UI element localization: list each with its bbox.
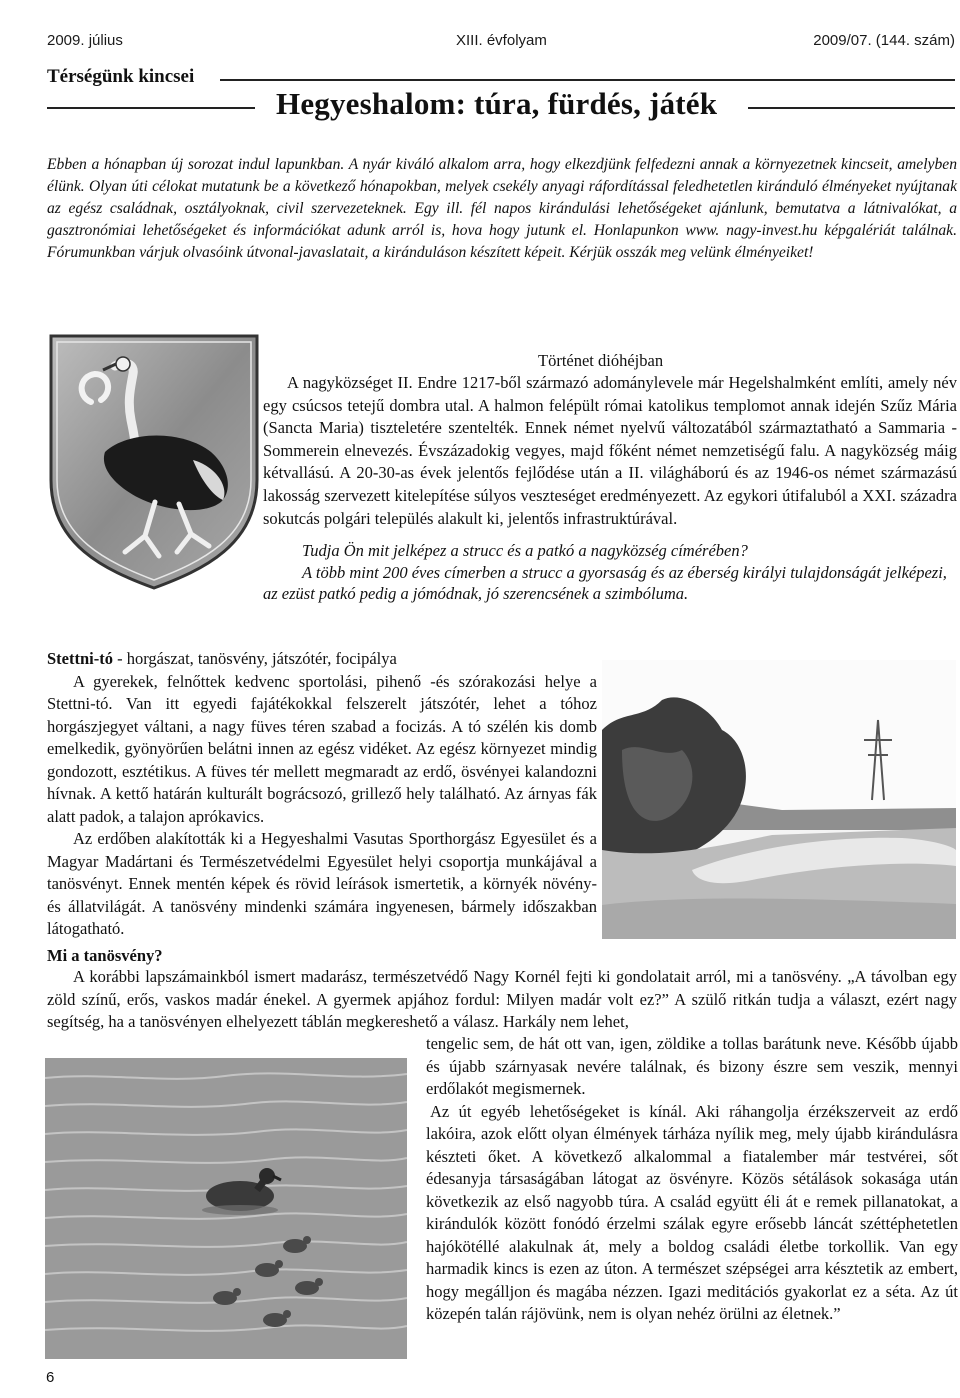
history-heading: Történet dióhéjban — [538, 351, 664, 370]
crest-question-answer — [263, 540, 957, 605]
tanosveny-right-paragraph-2: Az út egyéb lehetőségeket is kínál. Aki ráhangolja érzékszerveit az erdő lakóira, azok előtt olyan élmények tárháza nyílik meg, mely újabb kirándulásra készteti őket. A következő alkalommal a fiatalember már testvérei, sőt édesanyja társaságában látogat az ösvényre. Közös sétálások sokasága után következik az első nagyobb túra. A család együtt éli át e remek pillanatokat, a kirándulók között fonódó érzelmi szálak egyre erősebb láncát széttéphetetlen hajókötéllé alakulnak át, mely a boldog családi életbe torkollik. Van egy harmadik kincs is ezen az úton. A természet szépségei arra késztetik az embert, hogy megálljon és magába nézzen. Igazi meditációs gyakorlat ez a séta. Az út közepén talán rájövünk, nem is olyan nehéz örülni az életnek.” — [426, 1101, 958, 1323]
section-title: Térségünk kincsei — [47, 66, 195, 87]
stettni-title: Stettni-tó — [47, 649, 113, 668]
stettni-paragraph-2: Az erdőben alakították ki a Hegyeshalmi Vasutas Sporthorgász Egyesület és a Magyar Madártani és Természetvédelmi Egyesület helyi csoportja munkájával a tanösvényt. Ennek mentén képek és rövid leírások ismertetik, a környék növény- és állatvilágát. A tanösvény mindenki számára ingyenesen, bármely időszakban látogatható. — [47, 829, 597, 938]
ducks-photo — [45, 1058, 407, 1359]
crest-answer: A több mint 200 éves címerben a strucc a gyorsaság és az éberség királyi tulajdonságát jelképezi, az ezüst patkó pedig a jómódnak, jó szerencsének a szimbóluma. — [263, 562, 947, 604]
history-paragraph — [263, 372, 957, 530]
issue-number: 2009/07. (144. szám) — [813, 32, 955, 49]
crest-question: Tudja Ön mit jelképez a strucc és a patkó a nagyközség címérében? — [302, 541, 748, 560]
tanosveny-paragraph: A korábbi lapszámainkból ismert madarász, természetvédő Nagy Kornél fejti ki gondolatait arról, mi a tanösvény. „A távolban egy zöld színű, erős, vaskos madár énekel. A gyermek apjához fordul: Milyen madár volt ez?” A szülő ritkán tudja a választ, ezért nagy segítség, ha a tanösvényen elhelyezett táblán megkereshető a válasz. Harkály nem lehet, — [47, 967, 957, 1031]
tanosveny-right-paragraph-1: tengelic sem, de hát ott van, igen, zöldike a tollas barátunk neve. Később újabb és újabb szárnyasak nevére találnak, és bizony észre sem veszik, mennyi erdőlakót megismernek. — [426, 1034, 958, 1098]
lake-photo — [602, 660, 956, 939]
stettni-paragraph-1: A gyerekek, felnőttek kedvenc sportolási, pihenő -és szórakozási helye a Stettni-tó. Van itt egyedi fajátékokkal felszerelt játszótér, lehet a tóhoz horgászjegyet váltani, a nagy füves téren szabad a focizás. A tó szélén kis domb emelkedik, gyönyörűen belátni innen az egész vidéket. Az egész környezet mindig gondozott, esztétikus. A füves tér mellett megmaradt az erdő, ösvényei kalandozni hívnak. A kettő határán kulturált bográcsozó, grillező hely található. Az árnyas fák alatt padok, a talajon aprókavics. — [47, 671, 597, 826]
stettni-subtitle: - horgászat, tanösvény, játszótér, focipálya — [112, 649, 397, 668]
title-rule-right — [748, 107, 955, 109]
intro-paragraph: Ebben a hónapban új sorozat indul lapunkban. A nyár kiváló alkalom arra, hogy elkezdjünk felfedezni annak a környezetnek kincseit, amelyben élünk. Olyan úti célokat mutatunk be a következő hónapokban, melyek csekély anyagi ráfordítással feledhetetlen kiránduló élményeket nyújtanak az egész családnak, osztályoknak, civil szervezeteknek. Egy ill. fél napos kirándulási lehetőségeket ajánlunk, bemutatva a látnivalókat, a gasztronómiai lehetőségeket és információkat adunk arról is, hova hogy jutunk el. Honlapunkon www. nagy-invest.hu képgalériát találnak. Fórumunkban várjuk olvasóink útvonal-javaslatait, a kiránduláson készített képeit. Kérjük osszák meg velünk élményeiket! — [47, 156, 957, 261]
coat-of-arms-image — [43, 330, 265, 592]
tanosveny-heading: Mi a tanösvény? — [47, 946, 163, 965]
history-text: A nagyközséget II. Endre 1217-ből származó adománylevele már Hegelshalmként említi, amely név egy csúcsos tetejű dombra utal. A halmon felépült római katolikus templomot annak idején Szűz Mária (Sancta Maria) tiszteletére szentelték. Ennek német nyelvű változatából származtatható a Sammaria -Sommerein elnevezés. Évszázadokig vegyes, majd főként német nemzetiségű falu. A nagyközség máig kétvallású. A 20-30-as évek jelentős fejlődése után a II. világháború és az 1946-os német származású lakosság szervezett kitelepítése súlyos veszteséget eredményezett. Az egykori útifaluból a XXI. századra sokutcás polgári település alakult ki, jelentős infrastruktúrával. — [263, 373, 957, 528]
tanosveny-right-column — [426, 1033, 958, 1326]
section-rule — [220, 79, 955, 81]
issue-date: 2009. július — [47, 32, 123, 49]
stettni-section — [47, 648, 597, 941]
article-title: Hegyeshalom: túra, fürdés, játék — [276, 86, 718, 121]
volume-label: XIII. évfolyam — [456, 32, 547, 49]
title-rule-left — [47, 107, 255, 109]
page-number: 6 — [46, 1369, 55, 1386]
